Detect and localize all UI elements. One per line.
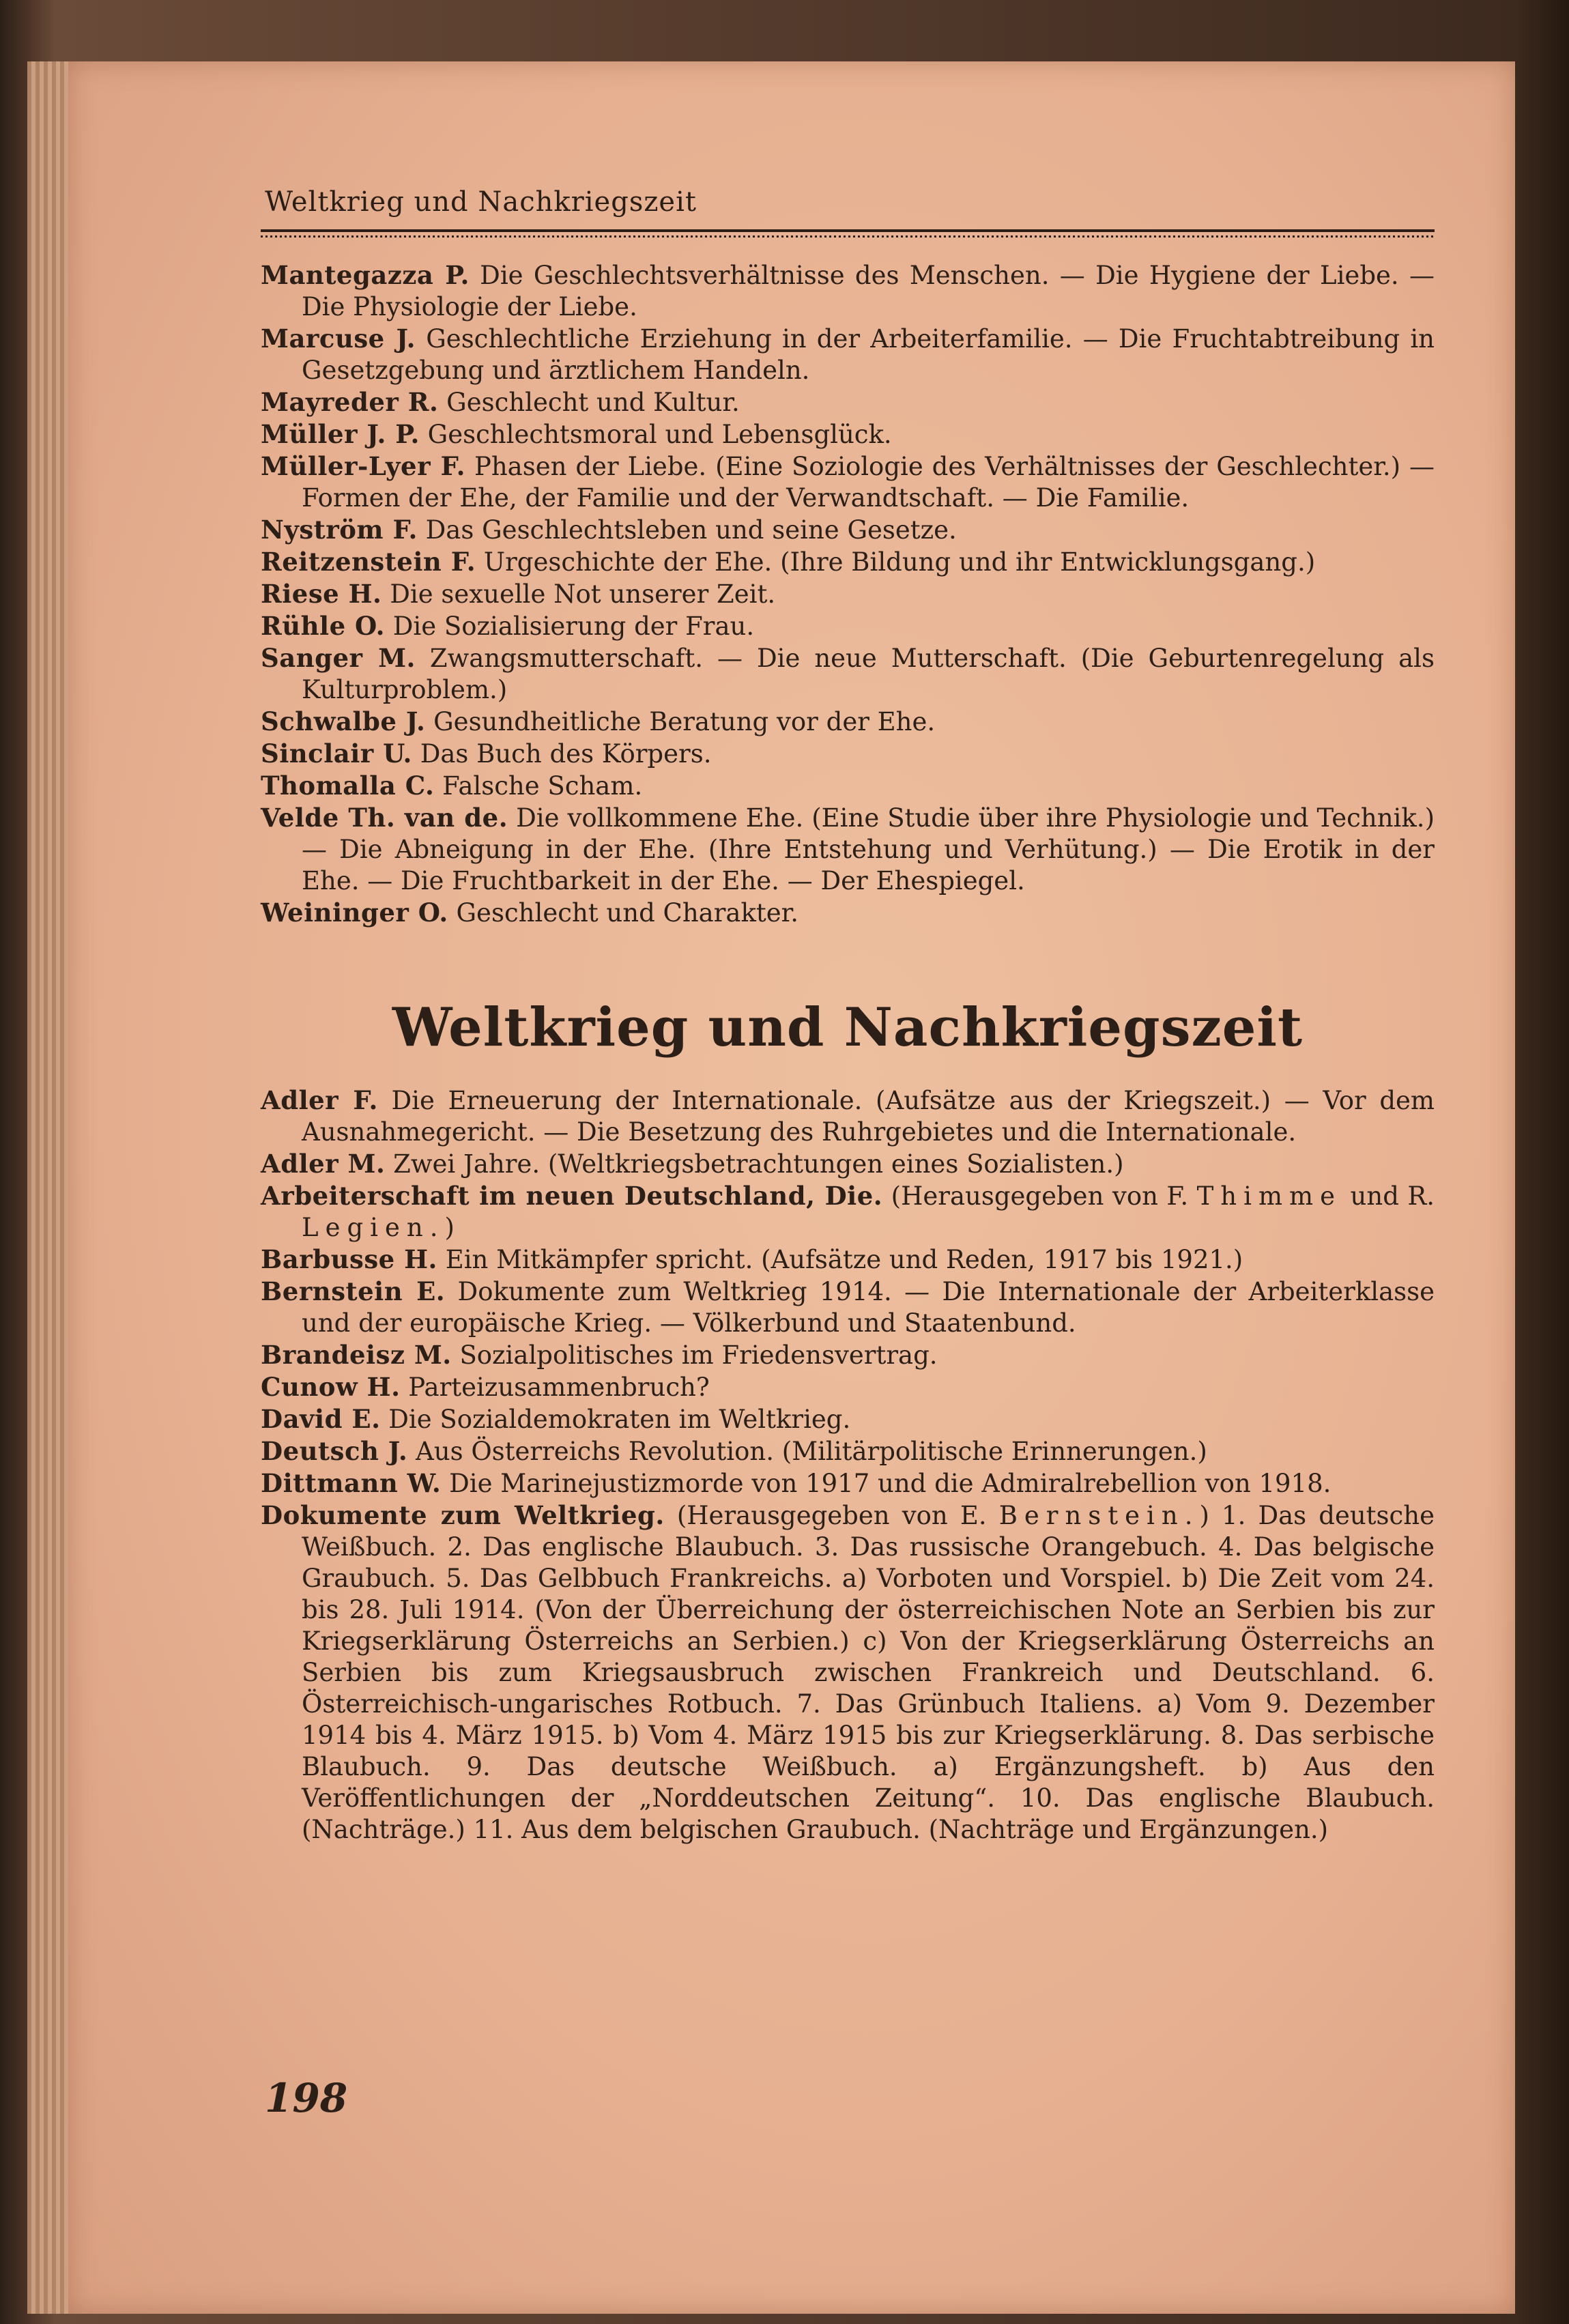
entry-author: Müller-Lyer F. [261, 451, 466, 481]
entry-title: Geschlechtsmoral und Lebensglück. [427, 420, 892, 449]
entry-author: Riese H. [261, 579, 382, 609]
entry-author: Schwalbe J. [261, 706, 426, 736]
bibliography-entry [261, 897, 1435, 929]
bibliography-entry [261, 1244, 1435, 1276]
entry-title: Zwangsmutterschaft. — Die neue Mutterschaft. (Die Geburtenregelung als Kulturproblem.) [302, 644, 1435, 704]
bibliography-entry [261, 514, 1435, 546]
bibliography-entry [261, 1403, 1435, 1435]
bibliography-entry [261, 610, 1435, 642]
bibliography-entry [261, 1467, 1435, 1500]
entry-author: Mantegazza P. [261, 260, 470, 290]
entry-author: Dokumente zum Weltkrieg. [261, 1500, 665, 1530]
entry-title: Die sexuelle Not unserer Zeit. [390, 579, 776, 609]
entry-author: Thomalla C. [261, 771, 435, 801]
entry-title: Dokumente zum Weltkrieg 1914. — Die Internationale der Arbeiterklasse und der europäische Krieg. — Völkerbund und Staatenbund. [302, 1277, 1435, 1338]
bibliography-entry [261, 642, 1435, 706]
bibliography-entry [261, 1180, 1435, 1244]
bibliography-entry [261, 1148, 1435, 1180]
running-head: Weltkrieg und Nachkriegszeit [265, 186, 697, 218]
entry-author: Bernstein E. [261, 1276, 446, 1306]
editor-name: Thimme [1196, 1181, 1342, 1211]
editor-name: Bernstein. [998, 1501, 1200, 1530]
entry-title: Urgeschichte der Ehe. (Ihre Bildung und ihr Entwicklungsgang.) [483, 547, 1316, 577]
entry-title: Die Geschlechtsverhältnisse des Menschen. — Die Hygiene der Liebe. — Die Physiologie der Liebe. [302, 261, 1435, 321]
entry-title: Zwei Jahre. (Weltkriegsbetrachtungen eines Sozialisten.) [393, 1149, 1124, 1179]
page-number: 198 [265, 2075, 348, 2121]
bibliography-entry [261, 1276, 1435, 1339]
header-rule [261, 229, 1435, 238]
entry-title-pre: (Herausgegeben von F. [891, 1181, 1189, 1211]
entry-author: Adler M. [261, 1149, 386, 1179]
entry-title: Geschlecht und Kultur. [446, 388, 740, 417]
bibliography-entry [261, 259, 1435, 323]
entry-author: Müller J. P. [261, 419, 420, 449]
entry-author: Nyström F. [261, 515, 418, 545]
entry-title: Falsche Scham. [442, 771, 643, 801]
entry-title: Aus Österreichs Revolution. (Militärpolitische Erinnerungen.) [416, 1437, 1207, 1466]
entry-title: Sozialpolitisches im Friedensvertrag. [459, 1340, 938, 1370]
entry-author: Velde Th. van de. [261, 803, 508, 833]
entry-title: Geschlechtliche Erziehung in der Arbeiterfamilie. — Die Fruchtabtreibung in Gesetzgebung und ärztlichem Handeln. [302, 324, 1435, 385]
bibliography-entry [261, 386, 1435, 418]
entry-author: Mayreder R. [261, 387, 439, 417]
entry-title-post: ) 1. Das deutsche Weißbuch. 2. Das englische Blaubuch. 3. Das russische Orangebuch. 4. Das belgische Graubuch. 5. Das Gelbbuch Frankreichs. a) Vorboten und Vorspiel. b) Die Zeit vom 24. bis 28. Juli 1914. (Von der Überreichung der österreichischen Note an Serbien bis zur Kriegserklärung Österreichs an Serbien.) c) Von der Kriegserklärung Österreichs an Serbien bis zum Kriegsausbruch zwischen Frankreich und Deutschland. 6. Österreichisch-ungarisches Rotbuch. 7. Das Grünbuch Italiens. a) Vom 9. Dezember 1914 bis 4. März 1915. b) Vom 4. März 1915 bis zur Kriegserklärung. 8. Das serbische Blaubuch. 9. Das deutsche Weißbuch. a) Ergänzungsheft. b) Aus den Veröffentlichungen der „Norddeutschen Zeitung“. 10. Das englische Blaubuch. (Nachträge.) 11. Aus dem belgischen Graubuch. (Nachträge und Ergänzungen.) [302, 1501, 1435, 1844]
bibliography-entry [261, 323, 1435, 386]
entry-title: Die Erneuerung der Internationale. (Aufsätze aus der Kriegszeit.) — Vor dem Ausnahmegericht. — Die Besetzung des Ruhrgebietes und die Internationale. [302, 1086, 1435, 1147]
entry-title-mid: und R. [1350, 1181, 1435, 1211]
entry-author: Arbeiterschaft im neuen Deutschland, Die. [261, 1181, 883, 1211]
entry-title: Ein Mitkämpfer spricht. (Aufsätze und Reden, 1917 bis 1921.) [445, 1245, 1243, 1274]
bibliography-entry [261, 1500, 1435, 1846]
page-content [261, 259, 1435, 1846]
bibliography-entry [261, 1085, 1435, 1148]
entry-title: Die Marinejustizmorde von 1917 und die Admiralrebellion von 1918. [449, 1469, 1332, 1498]
bibliography-entry [261, 770, 1435, 802]
entry-author: Weininger O. [261, 898, 448, 928]
entry-title: Phasen der Liebe. (Eine Soziologie des Verhältnisses der Geschlechter.) — Formen der Ehe, der Familie und der Verwandtschaft. — Die Familie. [302, 452, 1435, 513]
entry-title: Gesundheitliche Beratung vor der Ehe. [433, 707, 936, 736]
entry-author: Deutsch J. [261, 1436, 408, 1466]
entry-title: Das Geschlechtsleben und seine Gesetze. [425, 515, 957, 545]
bibliography-entry [261, 450, 1435, 514]
entry-author: Sanger M. [261, 643, 416, 673]
bibliography-list-section [261, 1085, 1435, 1846]
entry-author: Brandeisz M. [261, 1340, 452, 1370]
entry-author: Barbusse H. [261, 1244, 437, 1274]
entry-author: Dittmann W. [261, 1468, 442, 1498]
entry-author: Cunow H. [261, 1372, 401, 1402]
bibliography-entry [261, 802, 1435, 897]
bibliography-entry [261, 418, 1435, 450]
entry-author: Sinclair U. [261, 738, 412, 769]
entry-title: Geschlecht und Charakter. [456, 898, 799, 928]
bibliography-entry [261, 738, 1435, 770]
bibliography-entry [261, 1435, 1435, 1467]
entry-author: David E. [261, 1404, 381, 1434]
entry-author: Reitzenstein F. [261, 547, 476, 577]
entry-title-pre: (Herausgegeben von E. [676, 1501, 987, 1530]
entry-title: Die Sozialisierung der Frau. [392, 612, 755, 641]
entry-title: Parteizusammenbruch? [408, 1373, 710, 1402]
entry-title-post: ) [444, 1213, 455, 1242]
bibliography-entry [261, 1371, 1435, 1403]
editor-name: Legien. [302, 1213, 445, 1242]
bibliography-entry [261, 706, 1435, 738]
entry-title: Das Buch des Körpers. [420, 739, 712, 769]
entry-author: Rühle O. [261, 611, 385, 641]
section-title: Weltkrieg und Nachkriegszeit [392, 996, 1304, 1059]
bibliography-entry [261, 578, 1435, 610]
bibliography-list-top [261, 259, 1435, 929]
bibliography-entry [261, 1339, 1435, 1371]
entry-title: Die Sozialdemokraten im Weltkrieg. [388, 1405, 851, 1434]
entry-author: Marcuse J. [261, 324, 416, 354]
entry-title: Die vollkommene Ehe. (Eine Studie über ihre Physiologie und Technik.) — Die Abneigung in der Ehe. (Ihre Entstehung und Verhütung.) — Die Erotik in der Ehe. — Die Fruchtbarkeit in der Ehe. — Der Ehespiegel. [302, 803, 1435, 895]
bibliography-entry [261, 546, 1435, 578]
entry-author: Adler F. [261, 1085, 378, 1115]
